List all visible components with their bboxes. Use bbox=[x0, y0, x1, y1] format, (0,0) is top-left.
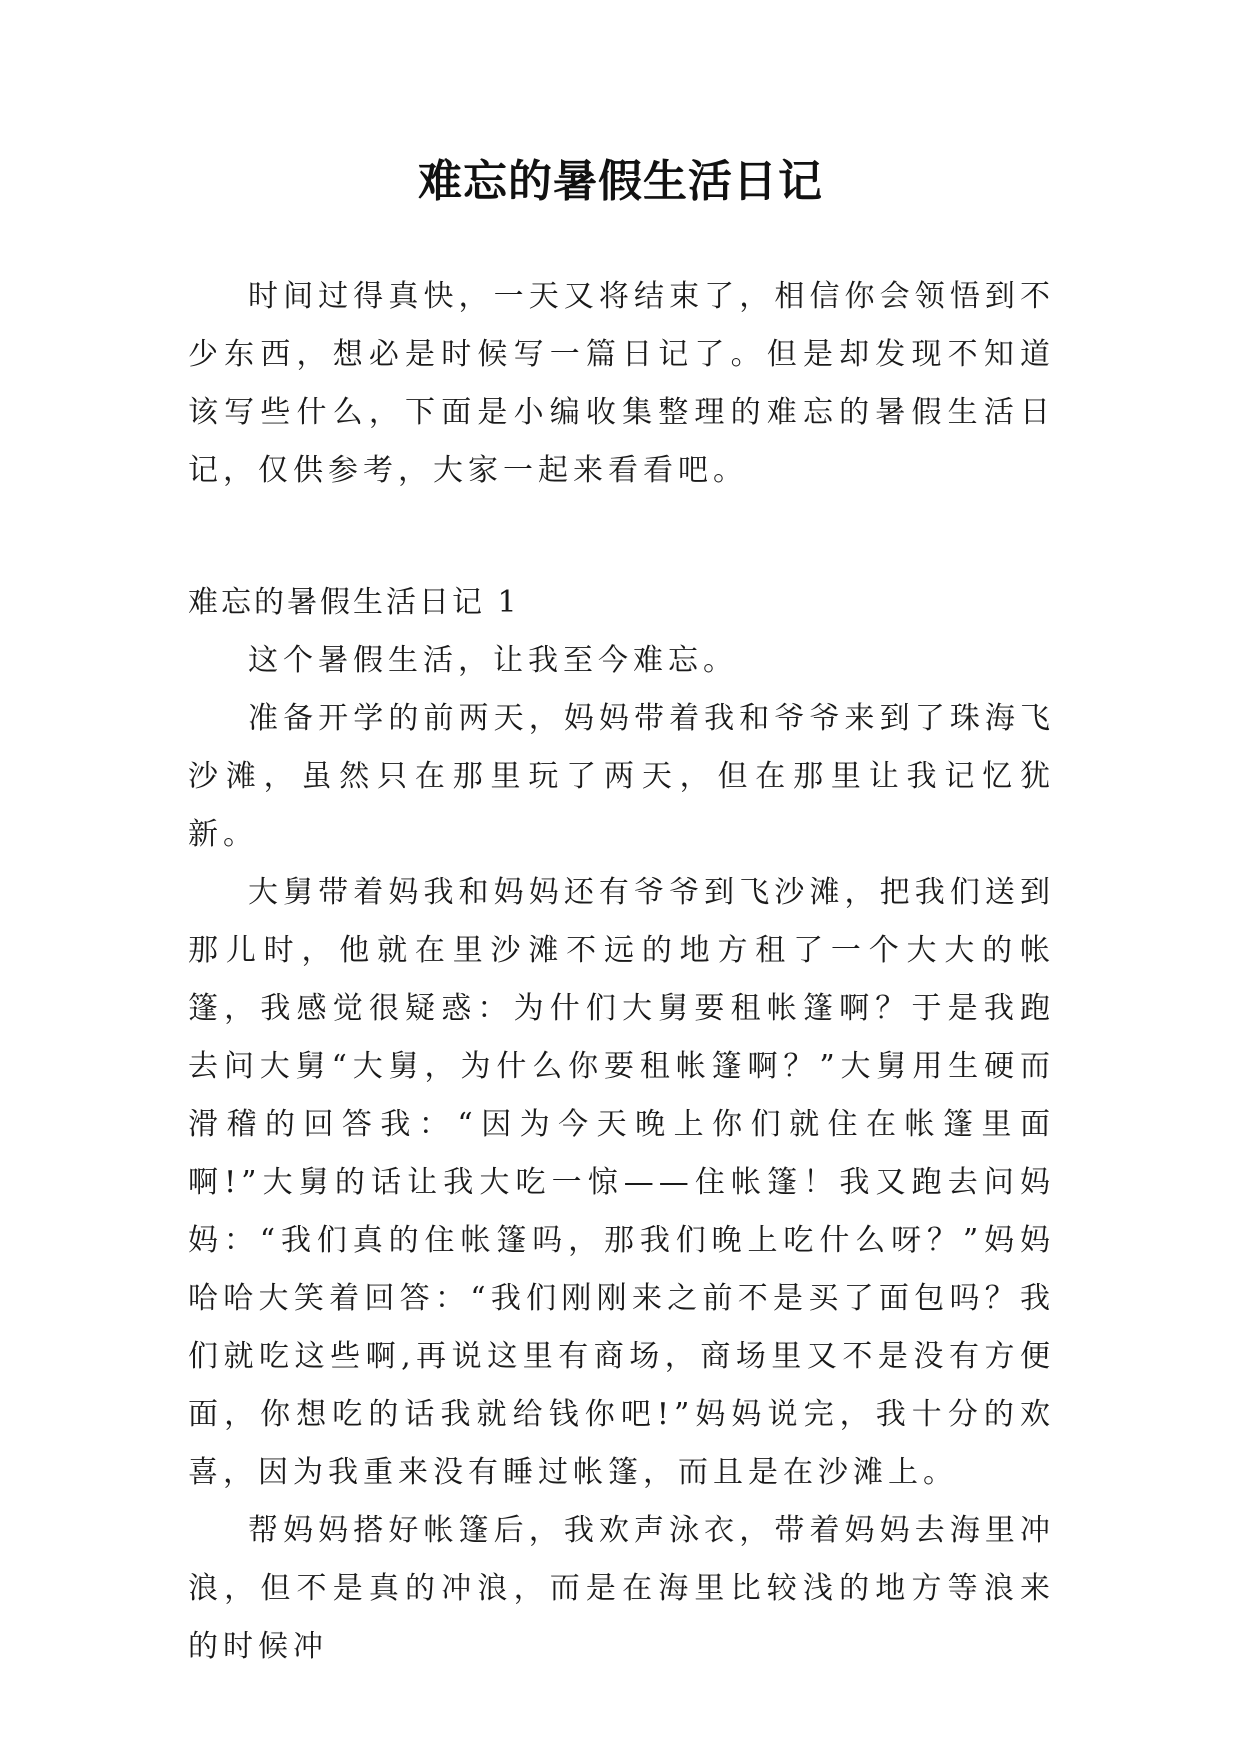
section-heading: 难忘的暑假生活日记 1 bbox=[188, 585, 520, 620]
document-title: 难忘的暑假生活日记 bbox=[418, 156, 823, 207]
body-paragraph: 这个暑假生活，让我至今难忘。 bbox=[248, 643, 738, 678]
intro-block bbox=[188, 268, 1055, 500]
body-paragraph: 帮妈妈搭好帐篷后，我欢声泳衣，带着妈妈去海里冲浪，但不是真的冲浪，而是在海里比较浅的地方等浪来的时候冲 bbox=[188, 1513, 1055, 1664]
body-paragraph: 大舅带着妈我和妈妈还有爷爷到飞沙滩，把我们送到那儿时，他就在里沙滩不远的地方租了一个大大的帐篷，我感觉很疑惑：为什们大舅要租帐篷啊？于是我跑去问大舅“大舅，为什么你要租帐篷啊？”大舅用生硬而滑稽的回答我：“因为今天晚上你们就住在帐篷里面啊!”大舅的话让我大吃一惊——住帐篷！我又跑去问妈妈：“我们真的住帐篷吗，那我们晚上吃什么呀？”妈妈哈哈大笑着回答：“我们刚刚来之前不是买了面包吗？我们就吃这些啊,再说这里有商场，商场里又不是没有方便面，你想吃的话我就给钱你吧!”妈妈说完，我十分的欢喜，因为我重来没有睡过帐篷，而且是在沙滩上。 bbox=[188, 875, 1055, 1490]
body-paragraph: 准备开学的前两天，妈妈带着我和爷爷来到了珠海飞沙滩，虽然只在那里玩了两天，但在那里让我记忆犹新。 bbox=[188, 701, 1055, 852]
diary-section-1 bbox=[188, 574, 1055, 1676]
intro-paragraph: 时间过得真快，一天又将结束了，相信你会领悟到不少东西，想必是时候写一篇日记了。但是却发现不知道该写些什么，下面是小编收集整理的难忘的暑假生活日记，仅供参考，大家一起来看看吧。 bbox=[188, 279, 1055, 488]
